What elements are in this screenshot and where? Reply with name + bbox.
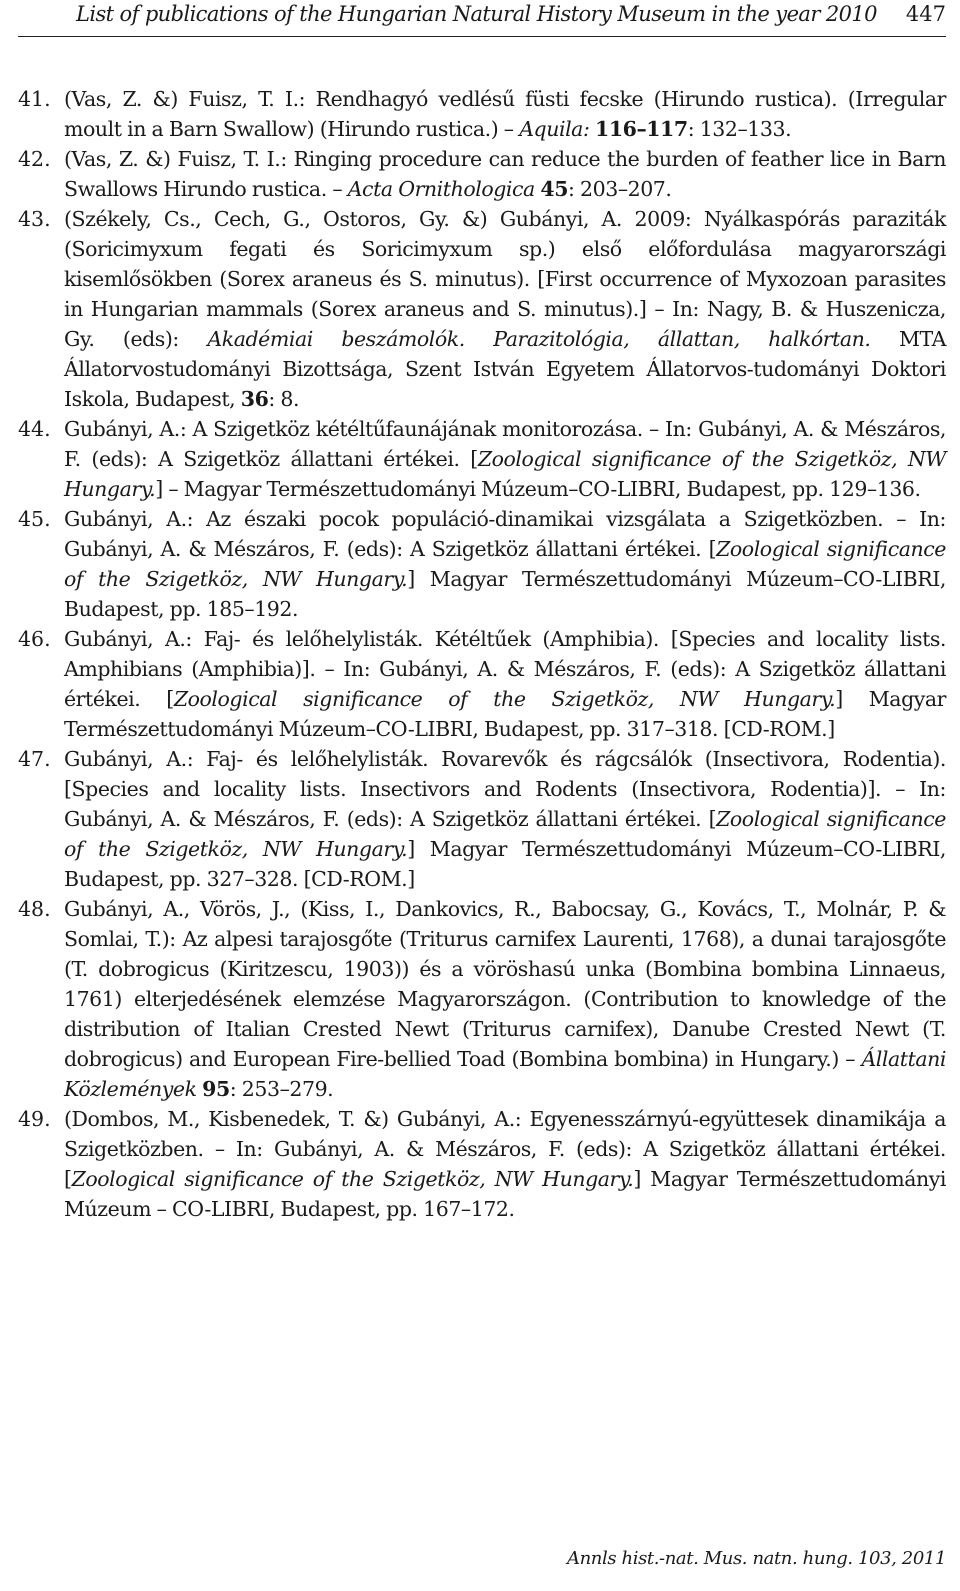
citation-volume: 116–117 bbox=[595, 117, 688, 141]
entry-number: 48. bbox=[18, 897, 51, 921]
citation-italic: Akadémiai beszámolók. Parazitológia, állattan, halkórtan. bbox=[207, 327, 871, 351]
publication-entry bbox=[18, 1104, 946, 1224]
citation-volume: 45 bbox=[540, 177, 569, 201]
citation-text: (Székely, Cs., Cech, G., Ostoros, Gy. &) Gubányi, A. 2009: Nyálkaspórás paraziták (Soricimyxum fegati és Soricimyxum sp.) első előfordulása magyarországi kisemlősökben (Sorex araneus és S. minutus). [First occurrence of Myxozoan parasites in Hungarian mammals (Sorex araneus and S. minutus).] – In: Nagy, B. & Huszenicza, Gy. (eds): bbox=[64, 207, 946, 351]
entry-citation bbox=[64, 1104, 946, 1224]
running-header-title: List of publications of the Hungarian Natural History Museum in the year 2010 bbox=[76, 2, 877, 26]
publication-entry bbox=[18, 414, 946, 504]
citation-italic: Zoological significance of the Szigetköz, NW Hungary. bbox=[64, 807, 946, 861]
citation-italic: Acta Ornithologica bbox=[347, 177, 535, 201]
citation-text: ] Magyar Természettudományi Múzeum – CO-LIBRI, Budapest, pp. 167–172. bbox=[64, 1167, 946, 1221]
entry-citation bbox=[64, 84, 946, 144]
citation-italic: Zoological significance of the Szigetköz, NW Hungary. bbox=[64, 537, 946, 591]
publication-entry bbox=[18, 894, 946, 1104]
publication-entry bbox=[18, 144, 946, 204]
citation-text: (Dombos, M., Kisbenedek, T. &) Gubányi, A.: Egyenesszárnyú-együttesek dinamikája a Szigetközben. – In: Gubányi, A. & Mészáros, F. (eds): A Szigetköz állattani értékei. [ bbox=[64, 1107, 946, 1191]
entry-citation bbox=[64, 624, 946, 744]
citation-text: ] – Magyar Természettudományi Múzeum–CO-LIBRI, Budapest, pp. 129–136. bbox=[155, 477, 921, 501]
citation-text: ] Magyar Természettudományi Múzeum–CO-LIBRI, Budapest, pp. 317–318. [CD-ROM.] bbox=[64, 687, 946, 741]
entry-citation bbox=[64, 144, 946, 204]
entry-number: 49. bbox=[18, 1107, 51, 1131]
entry-number: 42. bbox=[18, 147, 51, 171]
citation-text: Gubányi, A.: Az északi pocok populáció-dinamikai vizsgálata a Szigetközben. – In: Gubányi, A. & Mészáros, F. (eds): A Szigetköz állattani értékei. [ bbox=[64, 507, 946, 561]
citation-text: ] Magyar Természettudományi Múzeum–CO-LIBRI, Budapest, pp. 327–328. [CD-ROM.] bbox=[64, 837, 946, 891]
citation-italic: Zoological significance of the Szigetköz, NW Hungary. bbox=[71, 1167, 634, 1191]
citation-text: Gubányi, A., Vörös, J., (Kiss, I., Dankovics, R., Babocsay, G., Kovács, T., Molnár, P. & Somlai, T.): Az alpesi tarajosgőte (Triturus carnifex Laurenti, 1768), a dunai tarajosgőte (T. dobrogicus (Kiritzescu, 1903)) és a vöröshasú unka (Bombina bombina Linnaeus, 1761) elterjedésének elemzése Magyarországon. (Contribution to knowledge of the distribution of Italian Crested Newt (Triturus carnifex), Danube Crested Newt (T. dobrogicus) and European Fire-bellied Toad (Bombina bombina) in Hungary.) – bbox=[64, 897, 946, 1071]
citation-text: : 203–207. bbox=[568, 177, 672, 201]
citation-text: ] Magyar Természettudományi Múzeum–CO-LIBRI, Budapest, pp. 185–192. bbox=[64, 567, 946, 621]
citation-text: Gubányi, A.: Faj- és lelőhelylisták. Kétéltűek (Amphibia). [Species and locality lists. Amphibians (Amphibia)]. – In: Gubányi, A. & Mészáros, F. (eds): A Szigetköz állattani értékei. [ bbox=[64, 627, 946, 711]
running-header bbox=[18, 0, 946, 37]
citation-text: Gubányi, A.: A Szigetköz kétéltűfaunájának monitorozása. – In: Gubányi, A. & Mészáros, F. (eds): A Szigetköz állattani értékei. [ bbox=[64, 417, 946, 471]
citation-text: : 8. bbox=[268, 387, 300, 411]
page-number: 447 bbox=[905, 2, 946, 26]
entry-citation bbox=[64, 744, 946, 894]
citation-italic: Zoological significance of the Szigetköz, NW Hungary. bbox=[173, 687, 836, 711]
entry-number: 47. bbox=[18, 747, 51, 771]
citation-italic: Állattani Közlemények bbox=[64, 1047, 946, 1101]
citation-italic: Aquila: bbox=[519, 117, 590, 141]
publication-entry bbox=[18, 504, 946, 624]
citation-text: MTA Állatorvostudományi Bizottsága, Szent István Egyetem Állatorvos-tudományi Doktori Iskola, Budapest, bbox=[64, 327, 946, 411]
entry-citation bbox=[64, 894, 946, 1104]
citation-italic: Zoological significance of the Szigetköz, NW Hungary. bbox=[64, 447, 947, 501]
entry-number: 44. bbox=[18, 417, 51, 441]
entry-citation bbox=[64, 204, 946, 414]
entry-citation bbox=[64, 414, 946, 504]
citation-text: (Vas, Z. &) Fuisz, T. I.: Ringing procedure can reduce the burden of feather lice in Barn Swallows Hirundo rustica. – bbox=[64, 147, 946, 201]
citation-text: (Vas, Z. &) Fuisz, T. I.: Rendhagyó vedlésű füsti fecske (Hirundo rustica). (Irregular moult in a Barn Swallow) (Hirundo rustica.) – bbox=[64, 87, 946, 141]
publication-entry bbox=[18, 624, 946, 744]
entry-number: 41. bbox=[18, 87, 51, 111]
citation-text: : 253–279. bbox=[229, 1077, 334, 1101]
journal-footer: Annls hist.-nat. Mus. natn. hung. 103, 2011 bbox=[567, 1548, 946, 1569]
publication-entry bbox=[18, 204, 946, 414]
entry-number: 45. bbox=[18, 507, 51, 531]
citation-volume: 36 bbox=[240, 387, 269, 411]
citation-text: : 132–133. bbox=[687, 117, 792, 141]
publication-list bbox=[18, 84, 946, 1224]
citation-text: Gubányi, A.: Faj- és lelőhelylisták. Rovarevők és rágcsálók (Insectivora, Rodentia). [Species and locality lists. Insectivors and Rodents (Insectivora, Rodentia)]. – In: Gubányi, A. & Mészáros, F. (eds): A Szigetköz állattani értékei. [ bbox=[64, 747, 946, 831]
citation-volume: 95 bbox=[202, 1077, 230, 1101]
entry-number: 43. bbox=[18, 207, 51, 231]
publication-entry bbox=[18, 744, 946, 894]
publication-entry bbox=[18, 84, 946, 144]
entry-citation bbox=[64, 504, 946, 624]
entry-number: 46. bbox=[18, 627, 51, 651]
